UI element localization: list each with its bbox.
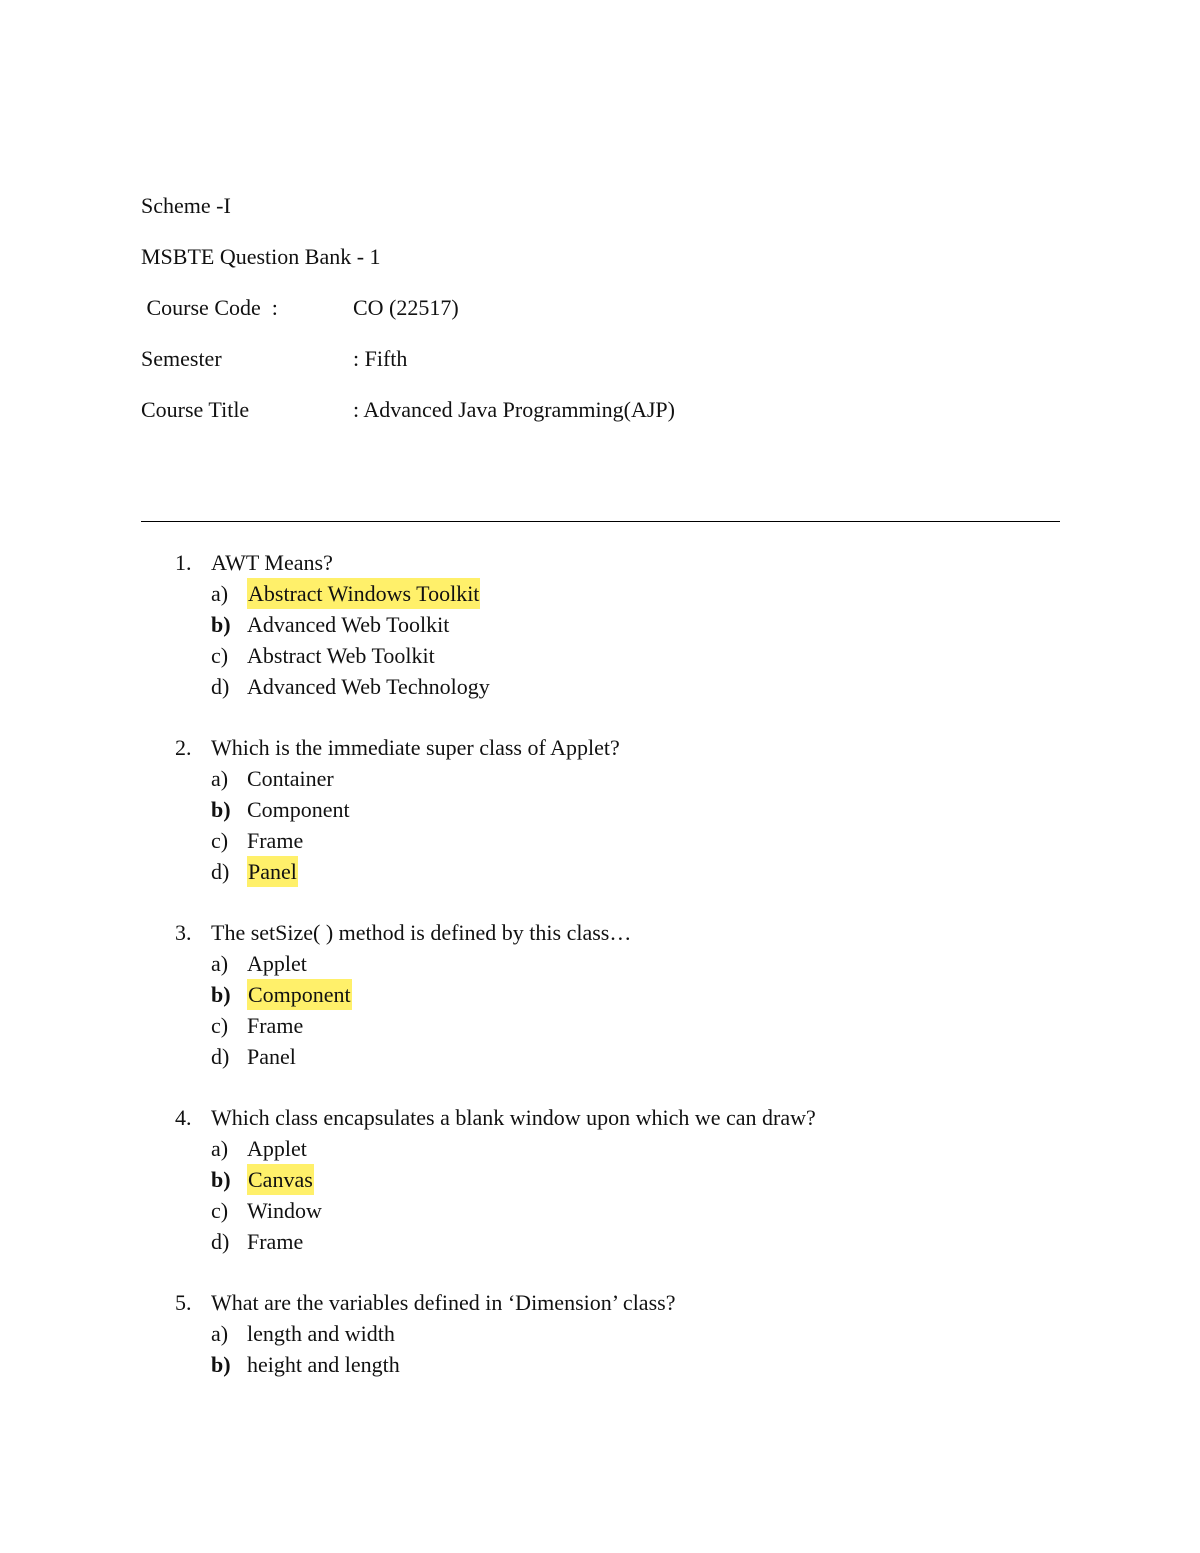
option-letter: a) — [211, 951, 229, 976]
question-line — [0, 732, 1200, 763]
option-item — [0, 578, 1200, 609]
question-number: 3. — [175, 920, 192, 945]
scheme-text: Scheme -I — [141, 193, 231, 218]
option-letter: c) — [211, 1198, 229, 1223]
question-item — [0, 917, 1200, 1072]
option-text: Frame — [247, 1229, 304, 1254]
question-line — [0, 917, 1200, 948]
option-item — [0, 1164, 1200, 1195]
question-item — [0, 732, 1200, 887]
horizontal-divider — [141, 521, 1060, 522]
option-item — [0, 825, 1200, 856]
option-text: Panel — [247, 1044, 296, 1069]
option-letter: d) — [211, 674, 230, 699]
option-letter: a) — [211, 1321, 229, 1346]
question-item — [0, 1102, 1200, 1257]
option-text: Advanced Web Technology — [247, 674, 490, 699]
question-text: Which is the immediate super class of Applet? — [211, 735, 620, 760]
option-item — [0, 979, 1200, 1010]
question-list — [0, 547, 1200, 1410]
option-item — [0, 1195, 1200, 1226]
course-title-value: : Advanced Java Programming(AJP) — [353, 397, 675, 422]
question-number: 4. — [175, 1105, 192, 1130]
option-letter: b) — [211, 1167, 231, 1192]
course-code-line — [141, 295, 459, 321]
course-code-value: CO (22517) — [353, 295, 459, 320]
option-text: length and width — [247, 1321, 395, 1346]
option-letter: d) — [211, 1229, 230, 1254]
semester-value: : Fifth — [353, 346, 408, 371]
option-text: Window — [247, 1198, 322, 1223]
option-text: Advanced Web Toolkit — [247, 612, 450, 637]
option-item — [0, 640, 1200, 671]
question-text: The setSize( ) method is defined by this class… — [211, 920, 632, 945]
question-line — [0, 1287, 1200, 1318]
option-letter: d) — [211, 1044, 230, 1069]
option-letter: a) — [211, 766, 229, 791]
question-text: AWT Means? — [211, 550, 333, 575]
question-bank-line — [141, 244, 381, 270]
option-letter: b) — [211, 797, 231, 822]
semester-line — [141, 346, 408, 372]
option-item — [0, 1010, 1200, 1041]
question-number: 1. — [175, 550, 192, 575]
option-letter: b) — [211, 612, 231, 637]
option-item — [0, 1133, 1200, 1164]
option-text-highlighted-answer: Canvas — [247, 1164, 314, 1195]
question-line — [0, 1102, 1200, 1133]
option-item — [0, 609, 1200, 640]
option-text-highlighted-answer: Abstract Windows Toolkit — [247, 578, 480, 609]
option-item — [0, 1318, 1200, 1349]
option-letter: b) — [211, 1352, 231, 1377]
semester-label: Semester — [141, 346, 222, 371]
option-item — [0, 948, 1200, 979]
option-text: Container — [247, 766, 334, 791]
option-item — [0, 763, 1200, 794]
option-letter: a) — [211, 581, 229, 606]
option-item — [0, 671, 1200, 702]
question-item — [0, 547, 1200, 702]
option-item — [0, 1226, 1200, 1257]
option-item — [0, 1041, 1200, 1072]
course-code-label: Course Code : — [141, 295, 278, 320]
option-text: Abstract Web Toolkit — [247, 643, 435, 668]
question-number: 5. — [175, 1290, 192, 1315]
option-item — [0, 856, 1200, 887]
scheme-line — [141, 193, 231, 219]
question-text: What are the variables defined in ‘Dimension’ class? — [211, 1290, 676, 1315]
option-letter: c) — [211, 828, 229, 853]
option-text: Component — [247, 797, 350, 822]
question-number: 2. — [175, 735, 192, 760]
option-text: Applet — [247, 1136, 307, 1161]
option-text-highlighted-answer: Panel — [247, 856, 298, 887]
option-letter: c) — [211, 1013, 229, 1038]
course-title-line — [141, 397, 675, 423]
option-item — [0, 794, 1200, 825]
question-bank-title: MSBTE Question Bank - 1 — [141, 244, 381, 269]
option-letter: d) — [211, 859, 230, 884]
option-text: Applet — [247, 951, 307, 976]
question-text: Which class encapsulates a blank window upon which we can draw? — [211, 1105, 816, 1130]
option-letter: c) — [211, 643, 229, 668]
option-text-highlighted-answer: Component — [247, 979, 352, 1010]
option-text: Frame — [247, 828, 304, 853]
course-title-label: Course Title — [141, 397, 250, 422]
option-text: Frame — [247, 1013, 304, 1038]
question-item — [0, 1287, 1200, 1380]
option-text: height and length — [247, 1352, 400, 1377]
option-letter: a) — [211, 1136, 229, 1161]
option-item — [0, 1349, 1200, 1380]
question-line — [0, 547, 1200, 578]
option-letter: b) — [211, 982, 231, 1007]
